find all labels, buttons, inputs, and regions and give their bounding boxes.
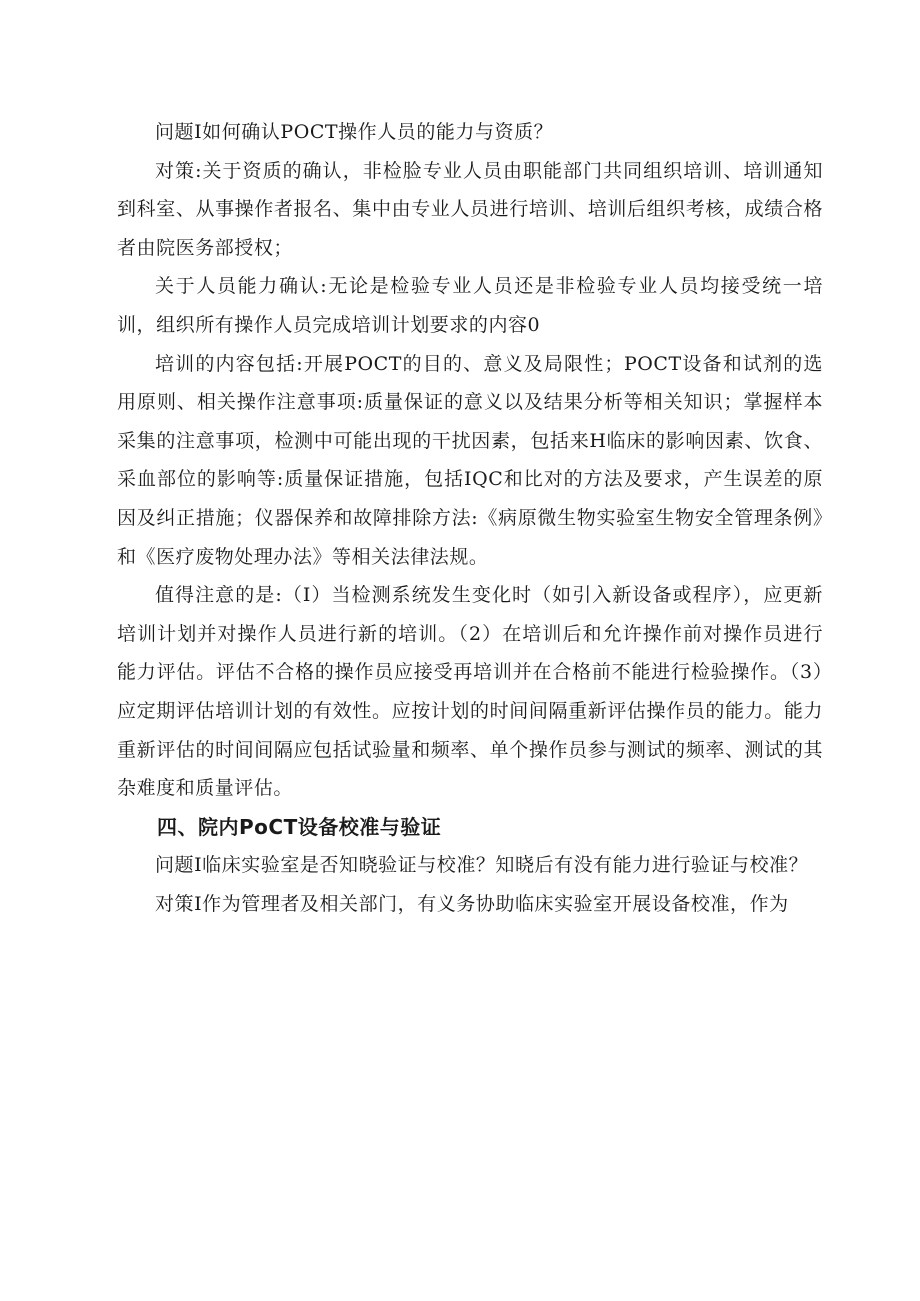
section-heading: 四、院内PoCT设备校准与验证 xyxy=(157,814,442,839)
answer-1-qualification-paragraph xyxy=(117,152,823,268)
answer-2-text: I作为管理者及相关部门，有义务协助临床实验室开展设备校准，作为 xyxy=(194,892,789,915)
question-2-text: I临床实验室是否知晓验证与校准？知晓后有没有能力进行验证与校准？ xyxy=(194,854,809,877)
notes-text: 值得注意的是:（I）当检测系统发生变化时（如引入新设备或程序），应更新培训计划并对操作人员进行新的培训。（2）在培训后和允许操作前对操作员进行能力评估。评估不合格的操作员应接受再培训并在合格前不能进行检验操作。（3）应定期评估培训计划的有效性。应按计划的时间间隔重新评估操作员的能力。能力重新评估的时间间隔应包括试验量和频率、单个操作员参与测试的频率、测试的其杂难度和质量评估。 xyxy=(117,584,823,800)
training-content-text: 培训的内容包括:开展POCT的目的、意义及局限性；POCT设备和试剂的选用原则、相关操作注意事项:质量保证的意义以及结果分析等相关知识；掌握样本采集的注意事项，检测中可能出现的干扰因素，包括来H临床的影响因素、饮食、采血部位的影响等:质量保证措施，包括IQC和比对的方法及要求，产生误差的原因及纠正措施；仪器保养和故障排除方法:《病原微生物实验室生物安全管理条例》和《医疗废物处理办法》等相关法律法规。 xyxy=(117,352,823,568)
question-2-paragraph xyxy=(117,846,823,885)
question-2-lead: 问题 xyxy=(155,854,195,877)
answer-2-paragraph xyxy=(117,885,823,924)
answer-1-qualification-text: 对策:关于资质的确认，非检脸专业人员由职能部门共同组织培训、培训通知到科室、从事操作者报名、集中由专业人员进行培训、培训后组织考核，成绩合格者由院医务部授权； xyxy=(117,159,823,259)
answer-1-ability-paragraph xyxy=(117,267,823,344)
notes-paragraph xyxy=(117,576,823,808)
document-body xyxy=(117,113,823,923)
answer-1-ability-text: 关于人员能力确认:无论是检验专业人员还是非检验专业人员均接受统一培训，组织所有操作人员完成培训计划要求的内容0 xyxy=(117,275,823,336)
question-1-text: I如何确认POCT操作人员的能力与资质？ xyxy=(194,121,554,143)
question-1-paragraph xyxy=(117,113,823,152)
training-content-paragraph xyxy=(117,345,823,577)
question-1-lead: 问题 xyxy=(155,121,195,143)
answer-2-lead: 对策 xyxy=(155,892,195,915)
